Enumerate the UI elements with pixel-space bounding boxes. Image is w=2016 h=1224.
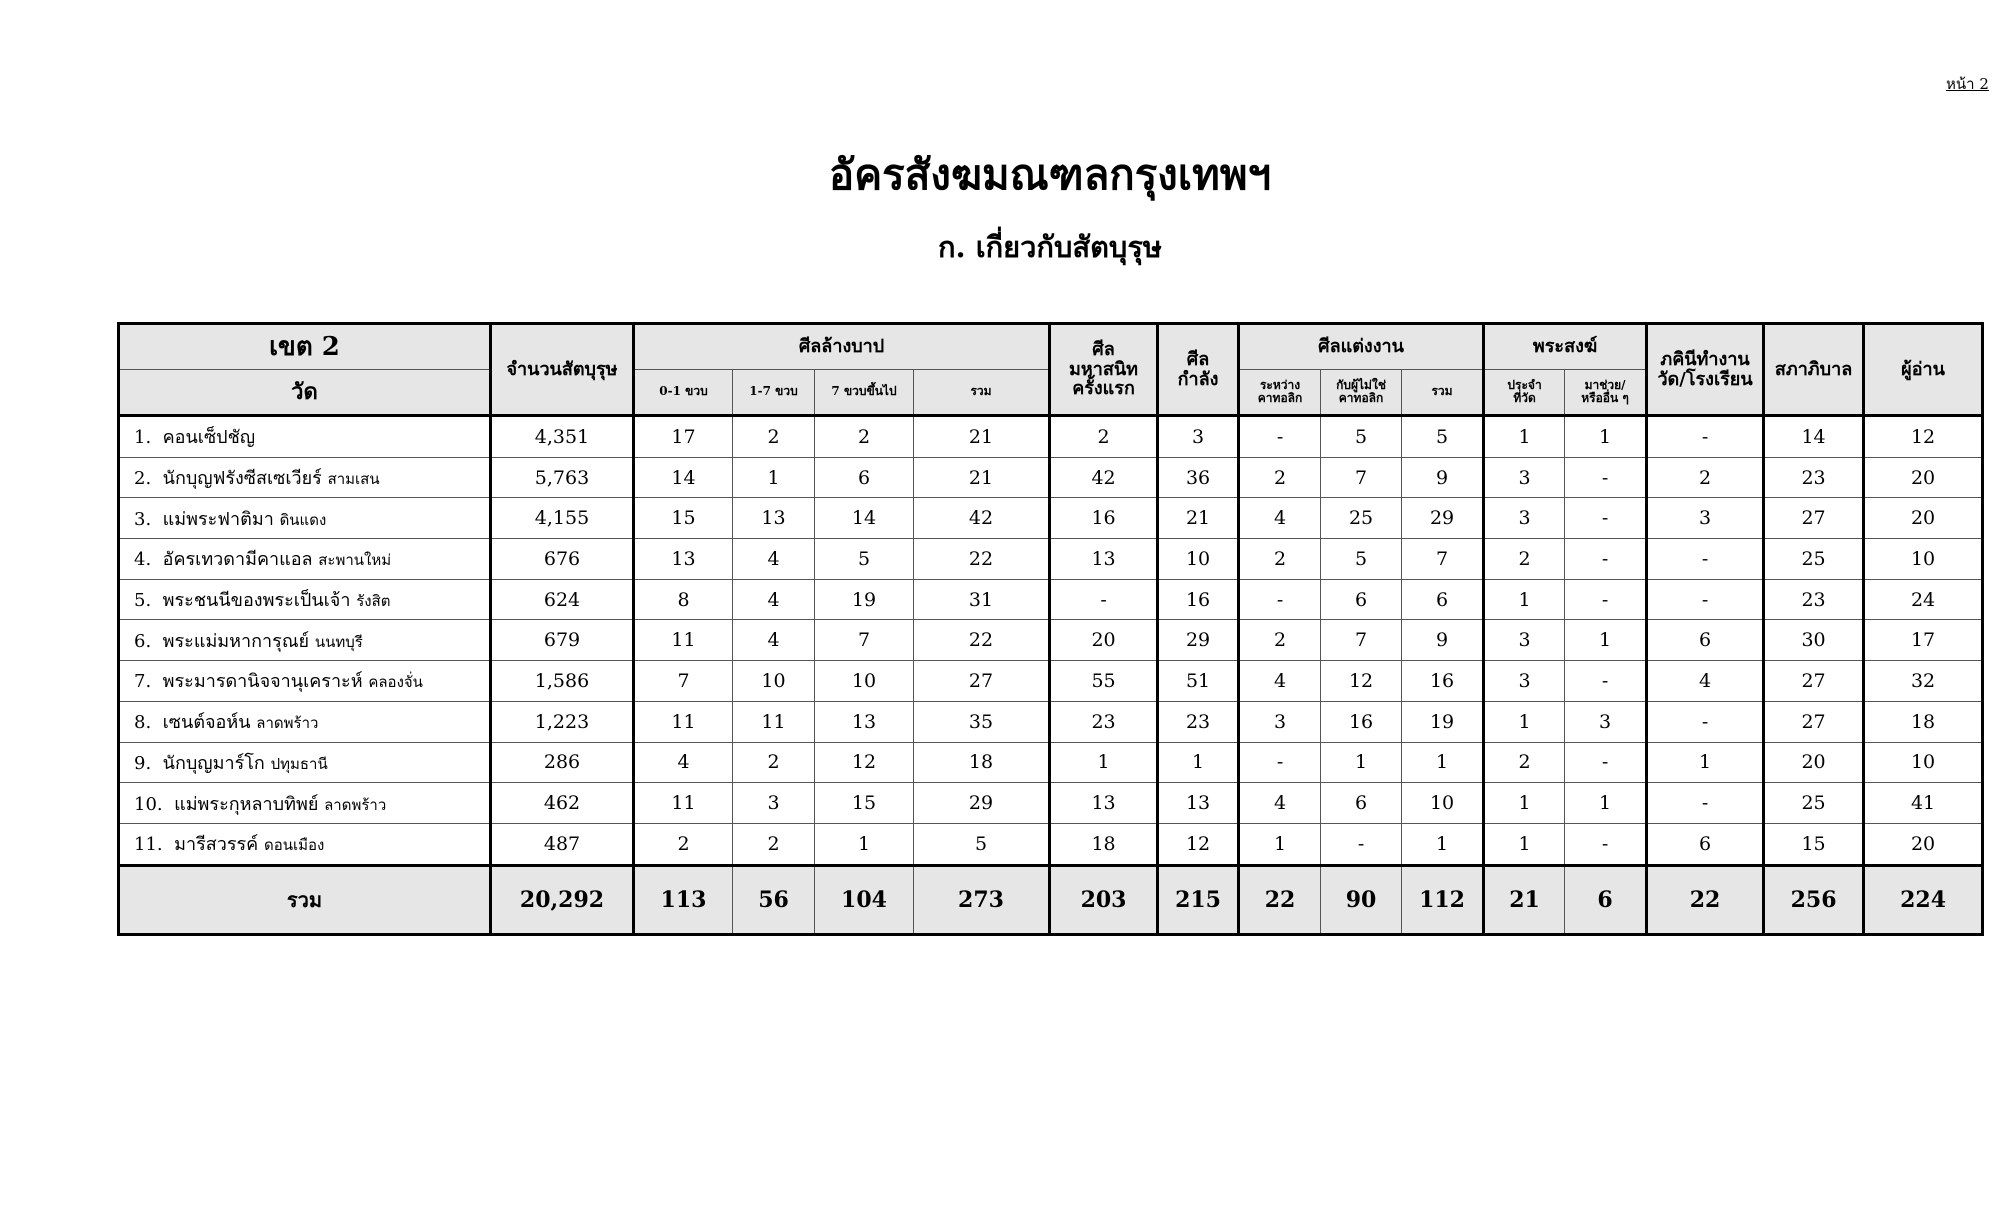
table-row (119, 498, 1983, 539)
baptism-0-1-cell: 8 (634, 579, 733, 620)
marriage-total-cell: 16 (1402, 661, 1484, 702)
temple-district: นนทบุรี (314, 632, 363, 651)
sisters-cell: 1 (1647, 742, 1764, 783)
marriage-total-cell: 10 (1402, 783, 1484, 824)
marriage-catholic-cell: - (1239, 416, 1321, 458)
total-priests-visiting: 6 (1565, 865, 1647, 934)
table-body (119, 416, 1983, 866)
marriage-total-cell: 19 (1402, 701, 1484, 742)
temple-district: ดินแดง (279, 510, 327, 529)
temple-name: แม่พระฟาติมา (162, 508, 274, 530)
communion-header-line-3: ครั้งแรก (1072, 378, 1135, 400)
council-cell: 23 (1764, 457, 1864, 498)
marriage-header: ศีลแต่งงาน (1239, 324, 1484, 370)
row-number: 11. (134, 834, 163, 856)
readers-cell: 20 (1864, 498, 1983, 539)
priests-visiting-cell: - (1565, 457, 1647, 498)
total-baptism-total: 273 (914, 865, 1050, 934)
confirmation-header-line-1: ศีล (1186, 348, 1210, 370)
confirmation-header (1158, 324, 1239, 416)
communion-cell: 16 (1050, 498, 1158, 539)
readers-cell: 10 (1864, 742, 1983, 783)
sisters-header-line-1: ภคินีทำงาน (1660, 348, 1750, 370)
total-council: 256 (1764, 865, 1864, 934)
communion-cell: 20 (1050, 620, 1158, 661)
council-cell: 15 (1764, 823, 1864, 865)
council-cell: 25 (1764, 783, 1864, 824)
priests-resident-cell: 3 (1484, 498, 1565, 539)
confirmation-cell: 10 (1158, 539, 1239, 580)
baptism-7-plus-cell: 6 (815, 457, 914, 498)
priests-resident-cell: 3 (1484, 620, 1565, 661)
baptism-total-cell: 18 (914, 742, 1050, 783)
priests-resident-cell: 1 (1484, 783, 1565, 824)
total-sisters: 22 (1647, 865, 1764, 934)
priests-visiting-header (1565, 370, 1647, 416)
baptism-0-1-cell: 11 (634, 620, 733, 661)
confirmation-cell: 36 (1158, 457, 1239, 498)
baptism-total-header: รวม (914, 370, 1050, 416)
members-cell: 624 (491, 579, 634, 620)
priests-resident-cell: 1 (1484, 416, 1565, 458)
baptism-7-plus-cell: 13 (815, 701, 914, 742)
row-number: 3. (134, 508, 152, 530)
marriage-mixed-header (1321, 370, 1402, 416)
confirmation-cell: 1 (1158, 742, 1239, 783)
sisters-cell: - (1647, 783, 1764, 824)
priests-visiting-cell: - (1565, 539, 1647, 580)
totals-label: รวม (119, 865, 491, 934)
sisters-cell: 3 (1647, 498, 1764, 539)
marriage-catholic-cell: - (1239, 579, 1321, 620)
baptism-total-cell: 35 (914, 701, 1050, 742)
temple-district: ปทุมธานี (270, 754, 328, 773)
temple-district: สะพานใหม่ (318, 551, 392, 570)
confirmation-cell: 29 (1158, 620, 1239, 661)
council-cell: 27 (1764, 498, 1864, 539)
temple-name-cell (119, 701, 491, 742)
marriage-catholic-header-line-1: ระหว่าง (1259, 377, 1301, 392)
temple-name-cell (119, 661, 491, 702)
priests-visiting-cell: - (1565, 661, 1647, 702)
communion-cell: 13 (1050, 539, 1158, 580)
sisters-cell: - (1647, 579, 1764, 620)
confirmation-cell: 3 (1158, 416, 1239, 458)
total-communion: 203 (1050, 865, 1158, 934)
statistics-table (117, 322, 1984, 936)
baptism-1-7-cell: 2 (733, 823, 815, 865)
row-number: 1. (134, 427, 152, 449)
baptism-7-plus-cell: 14 (815, 498, 914, 539)
marriage-total-cell: 1 (1402, 742, 1484, 783)
readers-cell: 18 (1864, 701, 1983, 742)
temple-name: เซนต์จอห์น (162, 712, 251, 734)
priests-resident-cell: 2 (1484, 742, 1565, 783)
temple-district: สามเสน (327, 470, 380, 489)
marriage-catholic-cell: 2 (1239, 539, 1321, 580)
marriage-catholic-cell: - (1239, 742, 1321, 783)
priests-resident-cell: 1 (1484, 823, 1565, 865)
baptism-1-7-header: 1-7 ขวบ (733, 370, 815, 416)
council-cell: 14 (1764, 416, 1864, 458)
marriage-mixed-header-line-1: กับผู้ไม่ใช่ (1336, 377, 1386, 392)
priests-resident-header-line-2: ที่วัด (1513, 391, 1536, 405)
baptism-0-1-cell: 14 (634, 457, 733, 498)
members-cell: 4,351 (491, 416, 634, 458)
communion-header (1050, 324, 1158, 416)
baptism-7-plus-cell: 19 (815, 579, 914, 620)
temple-district: ลาดพร้าว (256, 714, 319, 733)
temple-name-cell (119, 783, 491, 824)
temple-name-cell (119, 539, 491, 580)
baptism-0-1-cell: 7 (634, 661, 733, 702)
temple-name: พระชนนีของพระเป็นเจ้า (162, 590, 351, 612)
priests-visiting-cell: 1 (1565, 620, 1647, 661)
council-cell: 30 (1764, 620, 1864, 661)
priests-resident-cell: 1 (1484, 579, 1565, 620)
baptism-total-cell: 27 (914, 661, 1050, 702)
confirmation-header-line-2: กำลัง (1177, 368, 1219, 390)
table-row (119, 457, 1983, 498)
baptism-0-1-cell: 2 (634, 823, 733, 865)
communion-cell: 55 (1050, 661, 1158, 702)
row-number: 2. (134, 468, 152, 490)
confirmation-cell: 13 (1158, 783, 1239, 824)
priests-visiting-cell: - (1565, 579, 1647, 620)
marriage-mixed-cell: 6 (1321, 579, 1402, 620)
marriage-mixed-cell: 1 (1321, 742, 1402, 783)
readers-cell: 41 (1864, 783, 1983, 824)
baptism-1-7-cell: 13 (733, 498, 815, 539)
communion-cell: 18 (1050, 823, 1158, 865)
marriage-total-header: รวม (1402, 370, 1484, 416)
baptism-7-plus-cell: 12 (815, 742, 914, 783)
total-marriage-mixed: 90 (1321, 865, 1402, 934)
table-row (119, 579, 1983, 620)
temple-name-cell (119, 457, 491, 498)
baptism-7-plus-cell: 7 (815, 620, 914, 661)
marriage-total-cell: 1 (1402, 823, 1484, 865)
table-row (119, 823, 1983, 865)
members-cell: 286 (491, 742, 634, 783)
members-header: จำนวนสัตบุรุษ (491, 324, 634, 416)
priests-resident-cell: 1 (1484, 701, 1565, 742)
communion-header-line-1: ศีล (1092, 338, 1115, 360)
baptism-total-cell: 29 (914, 783, 1050, 824)
sisters-cell: 6 (1647, 620, 1764, 661)
marriage-total-cell: 6 (1402, 579, 1484, 620)
baptism-total-cell: 22 (914, 539, 1050, 580)
communion-cell: 2 (1050, 416, 1158, 458)
confirmation-cell: 51 (1158, 661, 1239, 702)
total-baptism-1-7: 56 (733, 865, 815, 934)
total-confirmation: 215 (1158, 865, 1239, 934)
members-cell: 487 (491, 823, 634, 865)
marriage-mixed-cell: 7 (1321, 620, 1402, 661)
table-row (119, 539, 1983, 580)
council-cell: 20 (1764, 742, 1864, 783)
marriage-mixed-header-line-2: คาทอลิก (1338, 391, 1384, 405)
temple-name-cell (119, 742, 491, 783)
communion-header-line-2: มหาสนิท (1069, 358, 1139, 380)
marriage-total-cell: 9 (1402, 457, 1484, 498)
row-number: 5. (134, 590, 152, 612)
members-cell: 462 (491, 783, 634, 824)
readers-cell: 20 (1864, 457, 1983, 498)
baptism-1-7-cell: 2 (733, 416, 815, 458)
temple-district: ลาดพร้าว (324, 795, 387, 814)
priests-visiting-cell: - (1565, 498, 1647, 539)
readers-cell: 24 (1864, 579, 1983, 620)
marriage-mixed-cell: 6 (1321, 783, 1402, 824)
baptism-1-7-cell: 1 (733, 457, 815, 498)
temple-name: นักบุญมาร์โก (162, 752, 265, 774)
marriage-mixed-cell: - (1321, 823, 1402, 865)
temple-district: ดอนเมือง (263, 836, 325, 855)
total-marriage-total: 112 (1402, 865, 1484, 934)
communion-cell: 1 (1050, 742, 1158, 783)
baptism-1-7-cell: 4 (733, 579, 815, 620)
baptism-7-plus-cell: 15 (815, 783, 914, 824)
row-number: 7. (134, 671, 152, 693)
marriage-total-cell: 9 (1402, 620, 1484, 661)
sisters-header-line-2: วัด/โรงเรียน (1657, 368, 1753, 390)
marriage-catholic-cell: 3 (1239, 701, 1321, 742)
temple-name: พระแม่มหาการุณย์ (162, 630, 310, 652)
total-baptism-0-1: 113 (634, 865, 733, 934)
baptism-7-plus-cell: 2 (815, 416, 914, 458)
members-cell: 5,763 (491, 457, 634, 498)
members-cell: 1,223 (491, 701, 634, 742)
council-cell: 23 (1764, 579, 1864, 620)
total-baptism-7-plus: 104 (815, 865, 914, 934)
temple-name: มารีสวรรค์ (174, 834, 259, 856)
baptism-1-7-cell: 4 (733, 539, 815, 580)
marriage-mixed-cell: 16 (1321, 701, 1402, 742)
temple-name-cell (119, 620, 491, 661)
temple-district: รังสิต (356, 592, 391, 611)
baptism-total-cell: 22 (914, 620, 1050, 661)
sisters-cell: 2 (1647, 457, 1764, 498)
table-totals (119, 865, 1983, 934)
readers-header: ผู้อ่าน (1864, 324, 1983, 416)
baptism-0-1-cell: 17 (634, 416, 733, 458)
readers-cell: 17 (1864, 620, 1983, 661)
row-number: 9. (134, 752, 152, 774)
marriage-total-cell: 7 (1402, 539, 1484, 580)
priests-visiting-cell: 3 (1565, 701, 1647, 742)
total-readers: 224 (1864, 865, 1983, 934)
temple-district: คลองจั่น (368, 673, 423, 692)
baptism-0-1-cell: 4 (634, 742, 733, 783)
sisters-cell: 4 (1647, 661, 1764, 702)
baptism-0-1-cell: 11 (634, 701, 733, 742)
readers-cell: 32 (1864, 661, 1983, 702)
marriage-mixed-cell: 25 (1321, 498, 1402, 539)
table-row (119, 416, 1983, 458)
temple-name-cell (119, 498, 491, 539)
readers-cell: 12 (1864, 416, 1983, 458)
marriage-mixed-cell: 12 (1321, 661, 1402, 702)
baptism-total-cell: 31 (914, 579, 1050, 620)
totals-row (119, 865, 1983, 934)
marriage-catholic-cell: 4 (1239, 661, 1321, 702)
baptism-1-7-cell: 3 (733, 783, 815, 824)
temple-name: พระมารดานิจจานุเคราะห์ (162, 671, 363, 693)
council-header: สภาภิบาล (1764, 324, 1864, 416)
row-number: 6. (134, 630, 152, 652)
marriage-catholic-cell: 2 (1239, 457, 1321, 498)
sisters-header (1647, 324, 1764, 416)
priests-visiting-cell: - (1565, 823, 1647, 865)
baptism-0-1-cell: 13 (634, 539, 733, 580)
communion-cell: 23 (1050, 701, 1158, 742)
temple-name: คอนเซ็ปชัญ (162, 427, 256, 449)
table-row (119, 661, 1983, 702)
council-cell: 25 (1764, 539, 1864, 580)
priests-visiting-cell: 1 (1565, 783, 1647, 824)
baptism-7-plus-cell: 10 (815, 661, 914, 702)
priests-header: พระสงฆ์ (1484, 324, 1647, 370)
marriage-catholic-cell: 4 (1239, 783, 1321, 824)
baptism-7-plus-cell: 1 (815, 823, 914, 865)
table-row (119, 783, 1983, 824)
members-cell: 4,155 (491, 498, 634, 539)
row-number: 8. (134, 712, 152, 734)
table-header (119, 324, 1983, 416)
temple-name-cell (119, 823, 491, 865)
total-marriage-catholic: 22 (1239, 865, 1321, 934)
baptism-1-7-cell: 2 (733, 742, 815, 783)
council-cell: 27 (1764, 701, 1864, 742)
marriage-catholic-cell: 4 (1239, 498, 1321, 539)
priests-visiting-cell: - (1565, 742, 1647, 783)
baptism-1-7-cell: 11 (733, 701, 815, 742)
council-cell: 27 (1764, 661, 1864, 702)
communion-cell: 13 (1050, 783, 1158, 824)
priests-resident-header-line-1: ประจำ (1507, 377, 1542, 392)
confirmation-cell: 21 (1158, 498, 1239, 539)
baptism-1-7-cell: 10 (733, 661, 815, 702)
members-cell: 1,586 (491, 661, 634, 702)
temple-header: วัด (119, 370, 491, 416)
row-number: 4. (134, 549, 152, 571)
baptism-7-plus-cell: 5 (815, 539, 914, 580)
communion-cell: 42 (1050, 457, 1158, 498)
readers-cell: 10 (1864, 539, 1983, 580)
marriage-catholic-header-line-2: คาทอลิก (1257, 391, 1303, 405)
confirmation-cell: 12 (1158, 823, 1239, 865)
temple-name-cell (119, 579, 491, 620)
baptism-0-1-cell: 11 (634, 783, 733, 824)
baptism-header: ศีลล้างบาป (634, 324, 1050, 370)
marriage-mixed-cell: 5 (1321, 539, 1402, 580)
priests-visiting-header-line-1: มาช่วย/ (1584, 377, 1626, 392)
baptism-total-cell: 21 (914, 457, 1050, 498)
priests-resident-cell: 2 (1484, 539, 1565, 580)
table-row (119, 620, 1983, 661)
readers-cell: 20 (1864, 823, 1983, 865)
marriage-mixed-cell: 7 (1321, 457, 1402, 498)
baptism-0-1-cell: 15 (634, 498, 733, 539)
table-row (119, 742, 1983, 783)
members-cell: 679 (491, 620, 634, 661)
priests-resident-cell: 3 (1484, 457, 1565, 498)
priests-visiting-header-line-2: หรืออื่น ๆ (1581, 391, 1629, 405)
row-number: 10. (134, 793, 163, 815)
communion-cell: - (1050, 579, 1158, 620)
marriage-mixed-cell: 5 (1321, 416, 1402, 458)
baptism-total-cell: 42 (914, 498, 1050, 539)
marriage-catholic-cell: 1 (1239, 823, 1321, 865)
priests-resident-header (1484, 370, 1565, 416)
table-row (119, 701, 1983, 742)
page-title: อัครสังฆมณฑลกรุงเทพฯ (828, 150, 1272, 199)
baptism-total-cell: 5 (914, 823, 1050, 865)
temple-name: แม่พระกุหลาบทิพย์ (174, 793, 319, 815)
temple-name: นักบุญฟรังซีสเซเวียร์ (162, 468, 322, 490)
marriage-catholic-cell: 2 (1239, 620, 1321, 661)
priests-visiting-cell: 1 (1565, 416, 1647, 458)
baptism-1-7-cell: 4 (733, 620, 815, 661)
confirmation-cell: 16 (1158, 579, 1239, 620)
total-members: 20,292 (491, 865, 634, 934)
sisters-cell: - (1647, 416, 1764, 458)
marriage-catholic-header (1239, 370, 1321, 416)
priests-resident-cell: 3 (1484, 661, 1565, 702)
sisters-cell: 6 (1647, 823, 1764, 865)
page-number: หน้า 2 (1946, 75, 1989, 93)
sisters-cell: - (1647, 701, 1764, 742)
confirmation-cell: 23 (1158, 701, 1239, 742)
page-subtitle: ก. เกี่ยวกับสัตบุรุษ (937, 230, 1163, 264)
baptism-0-1-header: 0-1 ขวบ (634, 370, 733, 416)
total-priests-resident: 21 (1484, 865, 1565, 934)
baptism-7-plus-header: 7 ขวบขึ้นไป (815, 370, 914, 416)
temple-name-cell (119, 416, 491, 458)
marriage-total-cell: 29 (1402, 498, 1484, 539)
members-cell: 676 (491, 539, 634, 580)
temple-name: อัครเทวดามีคาแอล (162, 549, 313, 571)
zone-header: เขต 2 (119, 324, 491, 370)
sisters-cell: - (1647, 539, 1764, 580)
baptism-total-cell: 21 (914, 416, 1050, 458)
marriage-total-cell: 5 (1402, 416, 1484, 458)
